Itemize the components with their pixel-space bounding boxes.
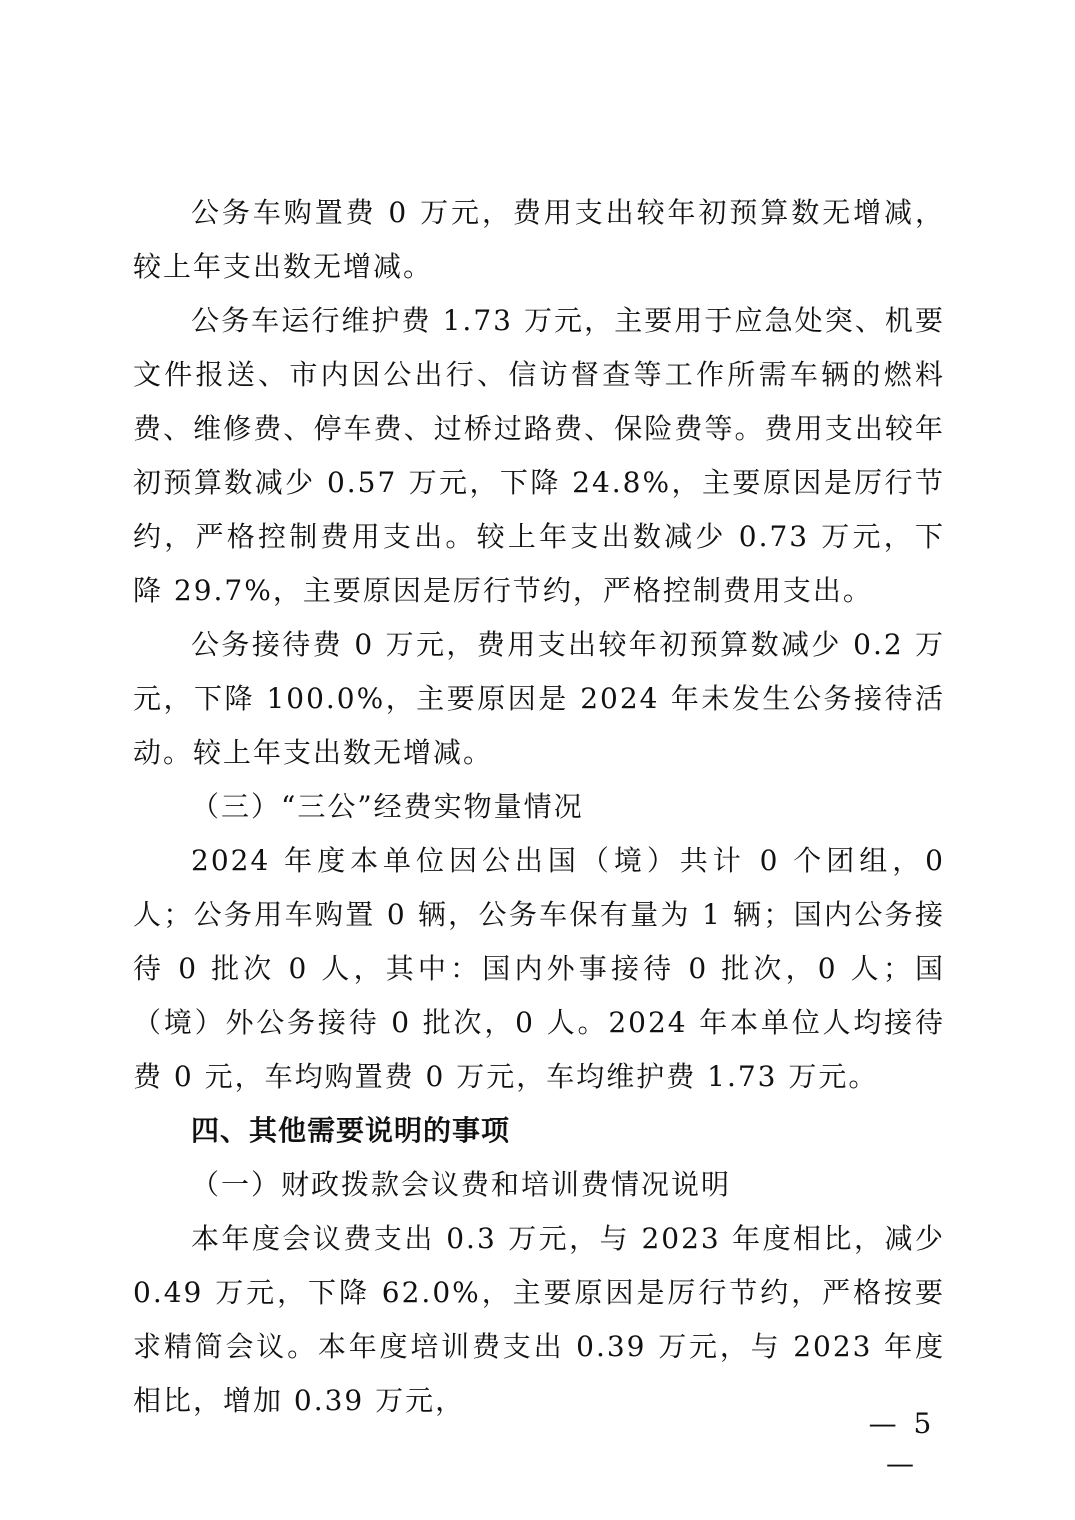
document-body xyxy=(133,186,945,1428)
paragraph-quantity-details: 2024 年度本单位因公出国（境）共计 0 个团组，0 人；公务用车购置 0 辆，公务车保有量为 1 辆；国内公务接待 0 批次 0 人，其中：国内外事接待 0 批次，0 人；国（境）外公务接待 0 批次，0 人。2024 年本单位人均接待费 0 元，车均购置费 0 万元，车均维护费 1.73 万元。 xyxy=(133,844,945,1093)
heading-section-four: 四、其他需要说明的事项 xyxy=(191,1114,511,1147)
heading-three-public-quantity: （三）“三公”经费实物量情况 xyxy=(191,790,584,823)
paragraph-official-reception: 公务接待费 0 万元，费用支出较年初预算数减少 0.2 万元，下降 100.0%，主要原因是 2024 年未发生公务接待活动。较上年支出数无增减。 xyxy=(133,628,945,769)
paragraph-meeting-training-details: 本年度会议费支出 0.3 万元，与 2023 年度相比，减少 0.49 万元，下降 62.0%，主要原因是厉行节约，严格按要求精简会议。本年度培训费支出 0.39 万元，与 2023 年度相比，增加 0.39 万元， xyxy=(133,1222,945,1417)
page-number: — 5 — xyxy=(868,1407,936,1480)
heading-meeting-training: （一）财政拨款会议费和培训费情况说明 xyxy=(191,1168,732,1201)
paragraph-vehicle-purchase: 公务车购置费 0 万元，费用支出较年初预算数无增减，较上年支出数无增减。 xyxy=(133,196,945,283)
paragraph-vehicle-maintenance: 公务车运行维护费 1.73 万元，主要用于应急处突、机要文件报送、市内因公出行、信访督查等工作所需车辆的燃料费、维修费、停车费、过桥过路费、保险费等。费用支出较年初预算数减少 0.57 万元，下降 24.8%，主要原因是厉行节约，严格控制费用支出。较上年支出数减少 0.73 万元，下降 29.7%，主要原因是厉行节约，严格控制费用支出。 xyxy=(133,304,945,607)
